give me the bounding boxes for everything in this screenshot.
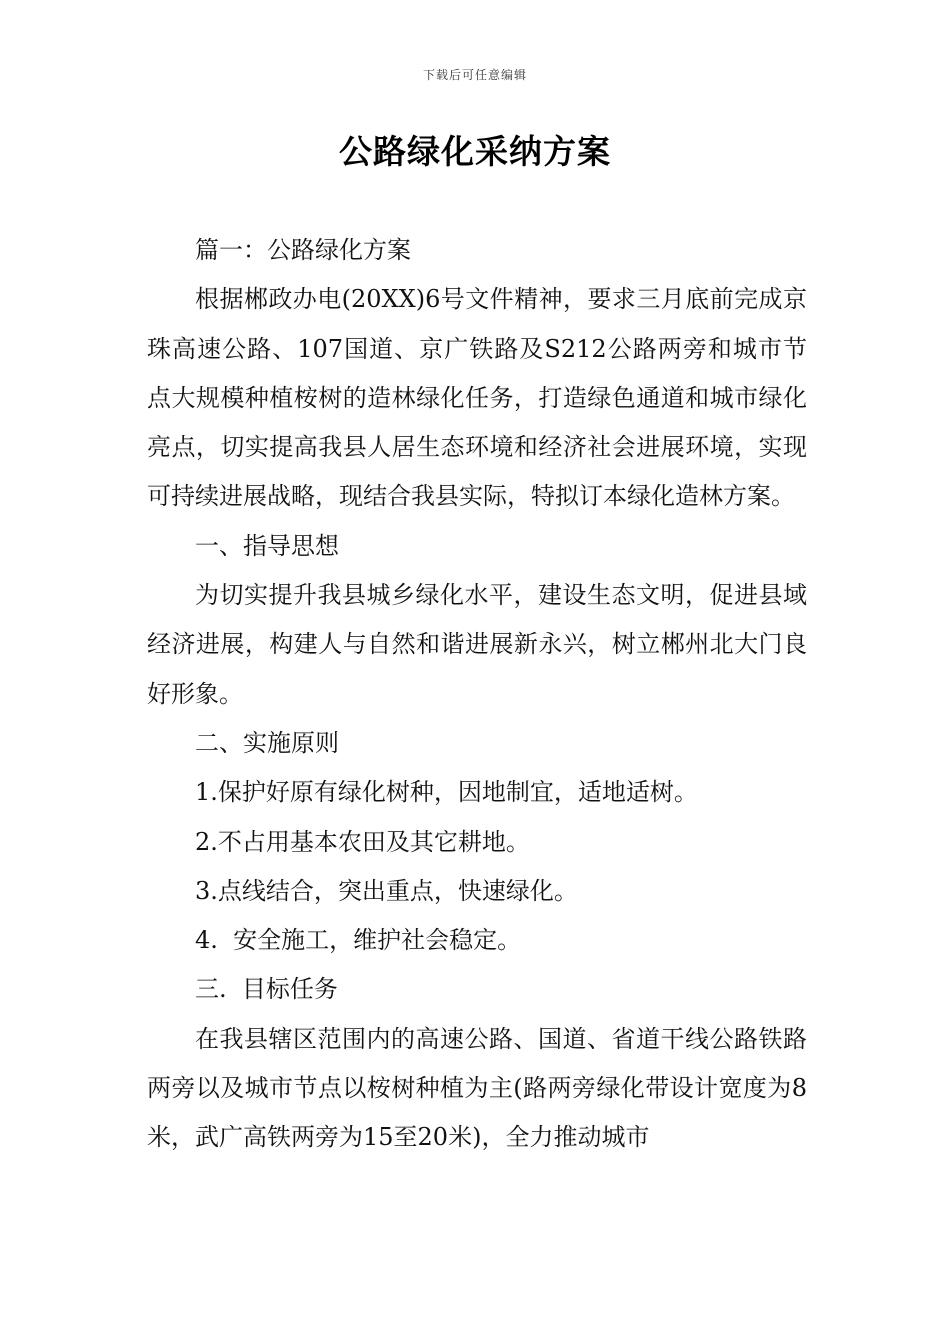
document-body	[147, 226, 807, 1163]
section-heading-guiding-thought: 一、指导思想	[195, 531, 339, 560]
section-heading-part-one: 篇一：公路绿化方案	[195, 236, 411, 264]
header-note: 下载后可任意编辑	[422, 68, 527, 82]
section-heading-targets: 三. 目标任务	[195, 975, 338, 1004]
intro-paragraph: 根据郴政办电(20XX)6号文件精神，要求三月底前完成京珠高速公路、107国道、京广铁路及S212公路两旁和城市节点大规模种植桉树的造林绿化任务，打造绿色通道和城市绿化亮点，切实提高我县人居生态环境和经济社会进展环境，实现可持续进展战略，现结合我县实际，特拟订本绿化造林方案。	[147, 285, 807, 511]
principle-item-3: 3.点线结合，突出重点，快速绿化。	[195, 876, 578, 905]
document-title: 公路绿化采纳方案	[339, 132, 611, 171]
principle-item-2: 2.不占用基本农田及其它耕地。	[195, 827, 530, 856]
guiding-thought-paragraph: 为切实提升我县城乡绿化水平，建设生态文明，促进县域经济进展，构建人与自然和谐进展新永兴，树立郴州北大门良好形象。	[147, 581, 807, 708]
section-heading-principles: 二、实施原则	[195, 728, 339, 757]
principle-item-1: 1.保护好原有绿化树种，因地制宜，适地适树。	[195, 778, 698, 807]
principle-item-4: 4. 安全施工，维护社会稳定。	[195, 926, 522, 955]
targets-paragraph: 在我县辖区范围内的高速公路、国道、省道干线公路铁路两旁以及城市节点以桉树种植为主(路两旁绿化带设计宽度为8米，武广高铁两旁为15至20米)，全力推动城市	[147, 1024, 807, 1152]
